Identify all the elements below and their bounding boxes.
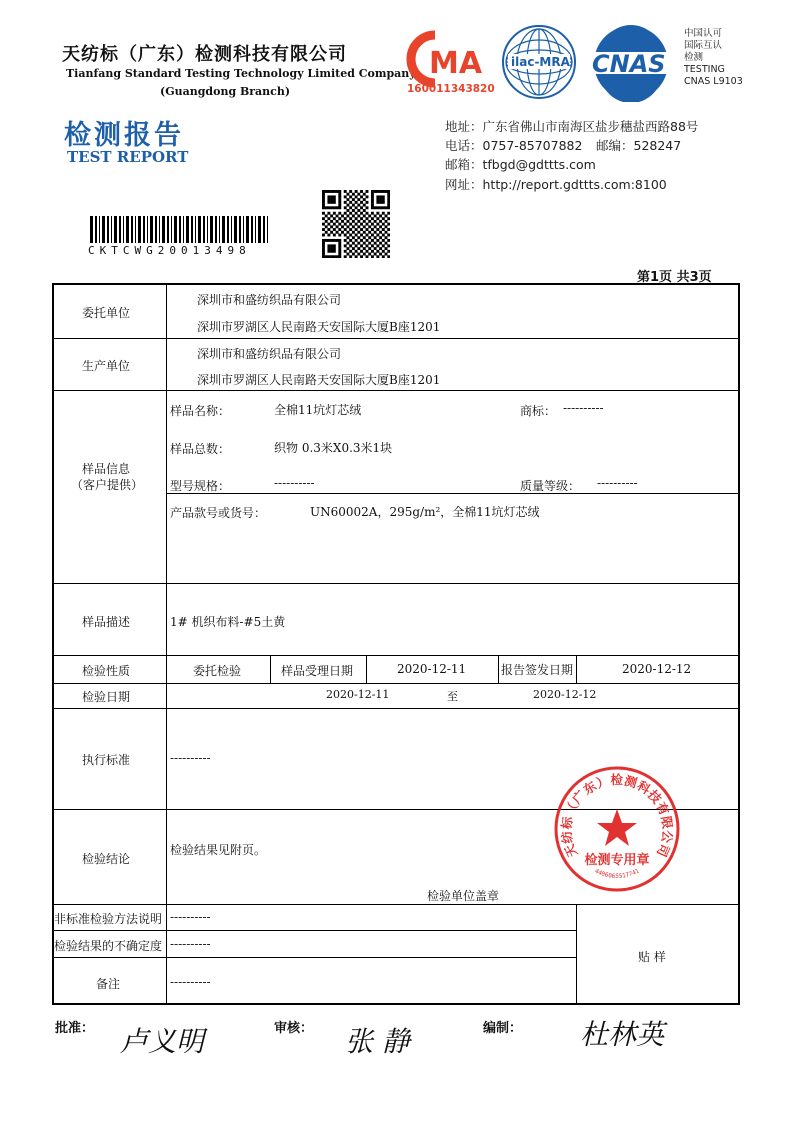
website: 网址：http://report.gdttts.com:8100 (445, 177, 667, 192)
sample-qty: 织物 0.3米X0.3米1块 (274, 441, 393, 455)
company-branch: (Guangdong Branch) (160, 85, 291, 98)
client-label: 委托单位 (82, 306, 131, 320)
svg-text:4406065517741: 4406065517741 (593, 867, 641, 881)
address: 地址：广东省佛山市南海区盐步穗盐西路88号 (445, 119, 699, 134)
nature-label: 检验性质 (82, 664, 131, 678)
sample-name-label: 样品名称： (170, 404, 231, 418)
issue-label: 报告签发日期 (501, 663, 574, 677)
manufacturer-name: 深圳市和盛纺织品有限公司 (197, 347, 342, 361)
sample-info-label: 样品信息 (82, 462, 131, 476)
ilac-text: ilac-MRA (511, 55, 570, 69)
uncertainty-label: 检验结果的不确定度 (54, 939, 163, 953)
report-table (52, 283, 740, 1005)
ilac-mra-logo (500, 22, 578, 102)
uncertainty: ---------- (170, 937, 211, 951)
sample-qty-label: 样品总数： (170, 442, 231, 456)
review-label: 审核： (274, 1021, 314, 1036)
sample-info-sub: （客户提供） (71, 478, 144, 492)
manufacturer-label: 生产单位 (82, 359, 131, 373)
report-title-cn: 检测报告 (64, 120, 184, 151)
manufacturer-address: 深圳市罗湖区人民南路天安国际大厦B座1201 (197, 373, 441, 387)
seal-caption: 检验单位盖章 (427, 889, 500, 903)
product-no: UN60002A，295g/m²，全棉11坑灯芯绒 (310, 505, 540, 519)
standard: ---------- (170, 751, 211, 765)
conclusion: 检验结果见附页。 (170, 843, 267, 857)
model-label: 型号规格： (170, 479, 231, 493)
page-info: 第1页 共3页 (637, 270, 712, 285)
nature: 委托检验 (193, 664, 242, 678)
email: 邮箱：tfbgd@gdttts.com (445, 157, 596, 172)
test-date-to-word: 至 (447, 690, 458, 703)
qr-code (322, 190, 390, 258)
product-no-label: 产品款号或货号： (170, 506, 267, 520)
trademark: ---------- (563, 401, 604, 415)
standard-label: 执行标准 (82, 753, 131, 767)
compile-signature: 杜林英 (580, 1018, 665, 1051)
cma-logo (405, 27, 495, 97)
test-date-to: 2020-12-12 (533, 688, 597, 701)
remark: ---------- (170, 975, 211, 989)
conclusion-label: 检验结论 (82, 852, 131, 866)
trademark-label: 商标： (520, 404, 557, 418)
model: ---------- (274, 476, 315, 490)
issue-date: 2020-12-12 (622, 662, 692, 676)
grade-label: 质量等级： (520, 479, 581, 493)
test-date-label: 检验日期 (82, 690, 131, 704)
grade: ---------- (597, 476, 638, 490)
svg-text:检测专用章: 检测专用章 (584, 853, 650, 868)
report-title-en: TEST REPORT (67, 148, 189, 166)
desc: 1# 机织布料-#5土黄 (170, 615, 286, 629)
postcode: 邮编：528247 (596, 138, 682, 153)
remark-label: 备注 (96, 977, 121, 991)
client-name: 深圳市和盛纺织品有限公司 (197, 293, 342, 307)
receive-label: 样品受理日期 (281, 664, 354, 678)
approve-signature: 卢义明 (120, 1025, 205, 1058)
sample-name: 全棉11坑灯芯绒 (274, 403, 362, 417)
desc-label: 样品描述 (82, 615, 131, 629)
cnas-logo (588, 24, 674, 102)
barcode (90, 216, 270, 243)
review-signature: 张 静 (345, 1025, 410, 1058)
client-address: 深圳市罗湖区人民南路天安国际大厦B座1201 (197, 320, 441, 334)
approve-label: 批准： (55, 1021, 95, 1036)
receive-date: 2020-12-11 (397, 662, 467, 676)
company-name-en: Tianfang Standard Testing Technology Limited Company (66, 67, 416, 80)
phone: 电话：0757-85707882 (445, 138, 583, 153)
cma-number: 160011343820 (407, 83, 495, 95)
nonstd: ---------- (170, 910, 211, 924)
test-date-from: 2020-12-11 (326, 688, 390, 701)
company-name-cn: 天纺标（广东）检测科技有限公司 (62, 44, 347, 65)
swatch-label: 贴 样 (638, 950, 666, 964)
cnas-text: CNAS (592, 50, 666, 78)
svg-text:天纺标（广东）检测科技有限公司: 天纺标（广东）检测科技有限公司 (558, 772, 676, 860)
cma-text: MA (429, 46, 483, 81)
cnas-caption: 中国认可 国际互认 检测 TESTING CNAS L9103 (684, 28, 743, 87)
compile-label: 编制： (483, 1021, 523, 1036)
inspection-seal (553, 765, 681, 893)
nonstd-label: 非标准检验方法说明 (54, 912, 163, 926)
barcode-number: CKTCWG20013498 (88, 244, 251, 257)
